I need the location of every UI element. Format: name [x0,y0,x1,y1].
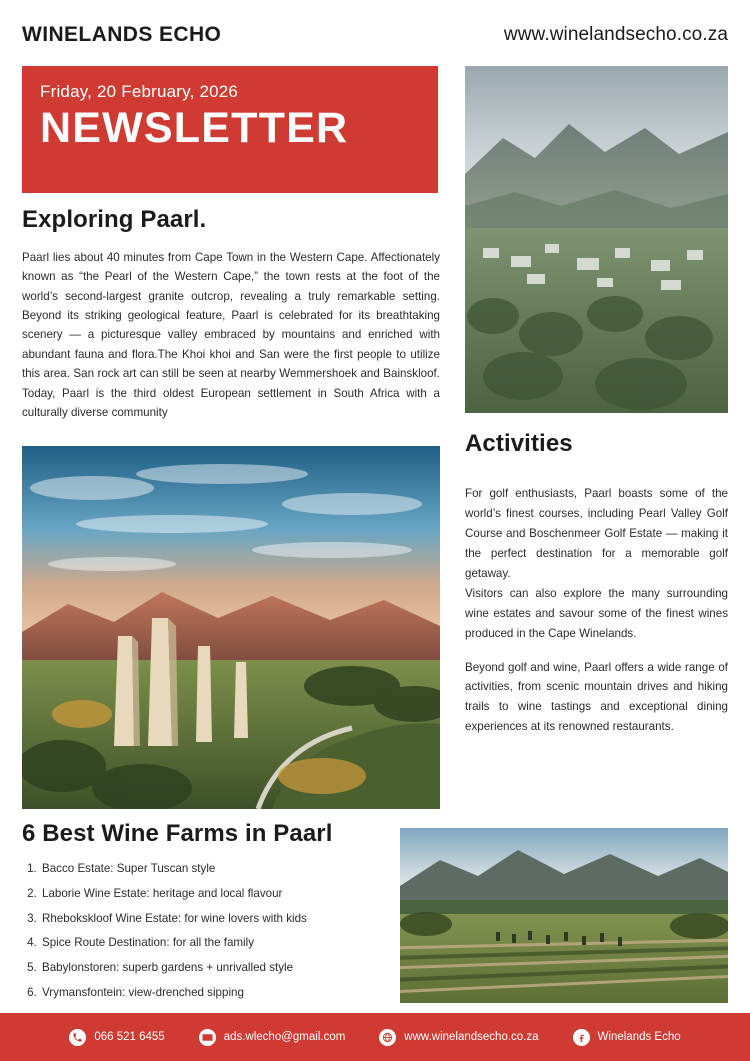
footer-bar [0,1013,750,1061]
footer-website[interactable] [379,1029,538,1046]
activities-heading: Activities [465,430,573,457]
lead-paragraph: Paarl lies about 40 minutes from Cape Town in the Western Cape. Affectionately known as “the Pearl of the Western Cape,” the town rests at the foot of the world’s second-largest granite outcrop, revealing a truly remarkable setting. Beyond its striking geological feature, Paarl is celebrated for its breathtaking scenery — a picturesque valley embraced by mountains and enriched with abundant fauna and flora.The Khoi khoi and San were the first people to utilize this area. San rock art can still be seen at nearby Wemmershoek and Bainskloof. Today, Paarl is the third oldest European settlement in South Africa with a culturally diverse community [22,251,440,419]
taal-monument-photo [22,446,440,809]
envelope-icon [199,1029,216,1046]
masthead [22,18,728,52]
brand-title: WINELANDS ECHO [22,23,222,46]
footer-facebook[interactable] [573,1029,681,1046]
activities-copy [465,484,728,737]
list-item: 6. Vrymansfontein: view-drenched sipping [40,984,340,1003]
wine-farms-heading: 6 Best Wine Farms in Paarl [22,820,333,847]
site-url: www.winelandsecho.co.za [503,24,728,45]
footer-email-label: ads.wlecho@gmail.com [223,1031,346,1043]
paarl-town-photo [465,66,728,413]
newsletter-title: NEWSLETTER [40,104,349,152]
list-item: 5. Babylonstoren: superb gardens + unrivalled style [40,959,340,978]
phone-icon [69,1029,86,1046]
footer-email[interactable] [199,1029,346,1046]
globe-icon [379,1029,396,1046]
facebook-icon [573,1029,590,1046]
footer-phone-label: 066 521 6455 [94,1031,165,1043]
issue-date: Friday, 20 February, 2026 [40,82,239,101]
footer-facebook-label: Winelands Echo [597,1031,681,1043]
title-block [22,66,438,193]
list-item: 1. Bacco Estate: Super Tuscan style [40,860,340,879]
page-title: Exploring Paarl. [22,206,207,233]
list-item: 4. Spice Route Destination: for all the family [40,934,340,953]
wine-farms-list [40,860,340,1009]
activities-paragraph: For golf enthusiasts, Paarl boasts some of the world’s finest courses, including Pearl Valley Golf Course and Boschenmeer Golf Estate — making it the perfect destination for a memorable golf getaway. [465,487,728,580]
footer-phone[interactable] [69,1029,164,1046]
list-item: 2. Laborie Wine Estate: heritage and local flavour [40,885,340,904]
activities-paragraph: Visitors can also explore the many surrounding wine estates and savour some of the finest wines produced in the Cape Winelands. [465,586,728,640]
activities-paragraph: Beyond golf and wine, Paarl offers a wide range of activities, from scenic mountain drives and hiking trails to wine tastings and exceptional dining experiences at its renowned restaurants. [465,660,728,734]
footer-website-label: www.winelandsecho.co.za [404,1031,539,1043]
list-item: 3. Rhebokskloof Wine Estate: for wine lovers with kids [40,910,340,929]
wine-farm-photo [400,828,728,1003]
